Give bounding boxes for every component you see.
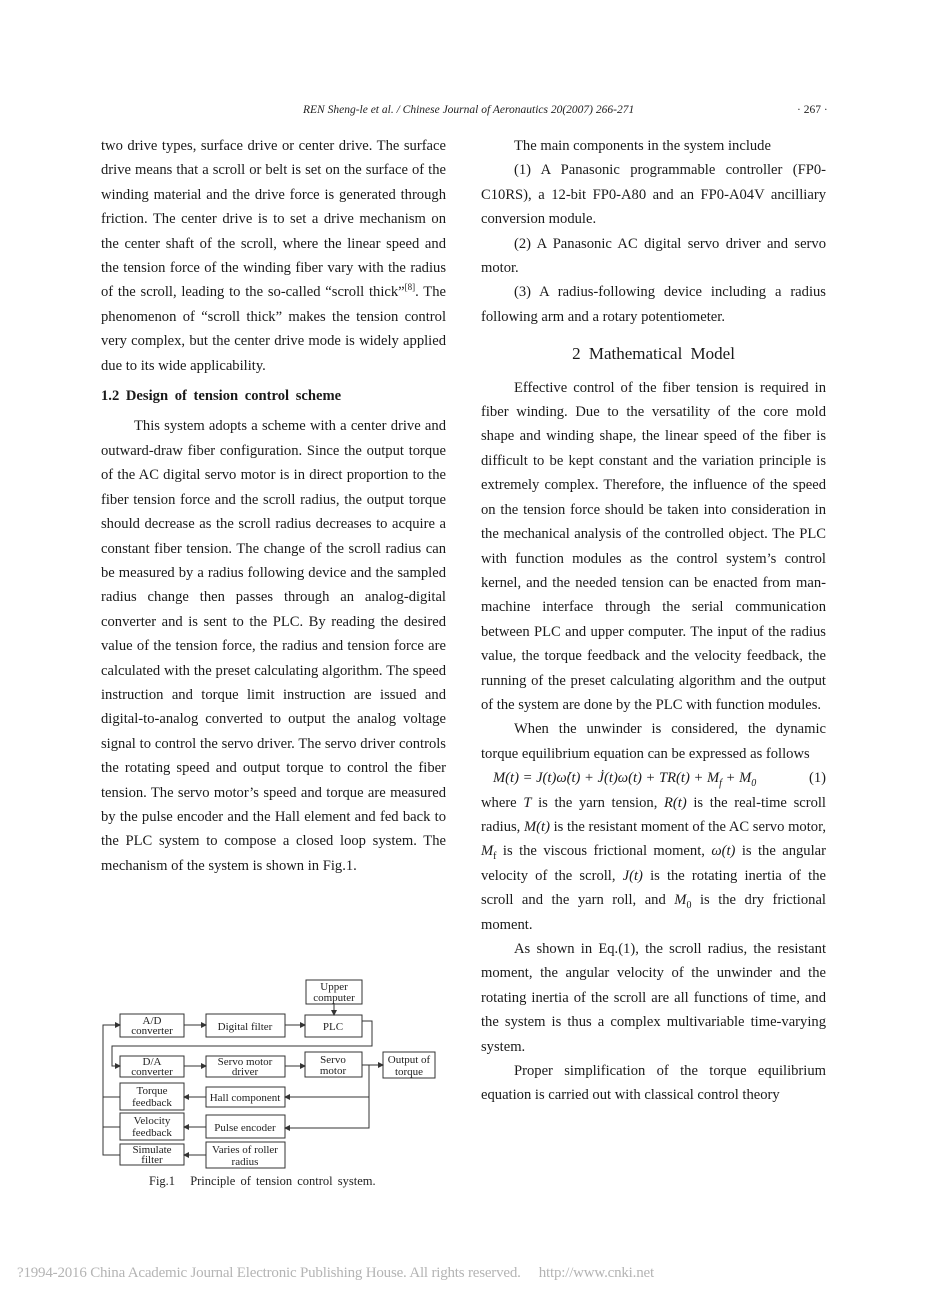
figure-caption-text: Principle of tension control system. — [190, 1174, 376, 1188]
copyright-text: ?1994-2016 China Academic Journal Electronic Publishing House. All rights reserved. — [17, 1265, 521, 1281]
svg-text:filter: filter — [141, 1154, 163, 1166]
svg-text:Varies of roller: Varies of roller — [212, 1144, 278, 1156]
paragraph — [101, 134, 446, 378]
svg-text:feedback: feedback — [132, 1097, 172, 1109]
svg-text:torque: torque — [394, 1066, 424, 1078]
svg-text:Hall component: Hall component — [209, 1092, 281, 1104]
paragraph-text: two drive types, surface drive or center drive. The surface drive means that a scroll or belt is set on the surface of the winding material and the drive force is generated through friction. The center drive is to set a drive mechanism on the center shaft of the scroll, where the linear speed and the tension force of the winding fiber vary with the radius of the scroll, leading to the so-called “scroll thick” — [101, 138, 446, 301]
citation-ref: [8] — [404, 282, 416, 293]
figure-number: Fig.1 — [149, 1174, 176, 1188]
footer-url: http://www.cnki.net — [538, 1265, 654, 1281]
list-item: (3) A radius-following device including a radius following arm and a rotary potentiometer. — [481, 284, 826, 325]
running-title: REN Sheng-le et al. / Chinese Journal of Aeronautics 20(2007) 266-271 — [303, 104, 635, 116]
svg-text:converter: converter — [131, 1025, 173, 1037]
figure-caption — [149, 1174, 376, 1189]
svg-text:Servo: Servo — [320, 1054, 346, 1066]
right-column — [481, 134, 826, 1108]
svg-text:Velocity: Velocity — [133, 1115, 171, 1127]
page-number: · 267 · — [797, 104, 828, 116]
svg-text:radius: radius — [231, 1156, 259, 1168]
figure-block-diagram — [95, 975, 445, 1205]
svg-text:Pulse encoder: Pulse encoder — [214, 1122, 276, 1134]
svg-text:Digital filter: Digital filter — [217, 1021, 273, 1033]
subsection-heading: 1.2 Design of tension control scheme — [101, 388, 342, 405]
svg-text:converter: converter — [131, 1066, 173, 1078]
svg-text:A/D: A/D — [142, 1015, 162, 1027]
block-diagram — [95, 975, 445, 1175]
equation-1 — [481, 766, 826, 790]
paragraph: where T is the yarn tension, R(t) is the real-time scroll radius, M(t) is the resistant moment of the AC servo motor, $M_f$ is the viscous frictional moment, ω(t) is the angular velocity of the scroll, J(t) is the rotating inertia of the scroll and the yarn roll, and $M_0$ is the dry frictional moment. — [481, 794, 826, 933]
svg-text:computer: computer — [313, 992, 355, 1004]
svg-text:Torque: Torque — [136, 1085, 168, 1097]
paragraph: Effective control of the fiber tension is required in fiber winding. Due to the versatility of the core mold shape and winding shape, the linear speed of the fiber is difficult to be kept constant and the variation principle is extremely complex. Therefore, the influence of the speed on the tension force should be taken into consideration in the mechanical analysis of the controlled object. The PLC with function modules as the control system’s control kernel, and the needed tension can be enacted from man-machine interface through the serial communication between PLC and upper computer. The input of the radius value, the torque feedback and the velocity feedback, the running of the preset calculating algorithm and the output of the system are done by the PLC with function modules. — [481, 379, 826, 713]
paragraph: The main components in the system include — [514, 138, 771, 154]
section-heading: 2 Mathematical Model — [572, 344, 735, 364]
equation-body: M(t) = J(t)ω̇(t) + J̇(t)ω(t) + $TR(t) + M_f + M_0$ — [493, 770, 757, 790]
paragraph: When the unwinder is considered, the dynamic torque equilibrium equation can be expressed as follows — [481, 721, 826, 762]
list-item: (1) A Panasonic programmable controller (FP0-C10RS), a 12-bit FP0-A80 and an FP0-A04V ancilliary conversion module. — [481, 162, 826, 228]
paragraph: As shown in Eq.(1), the scroll radius, the resistant moment, the angular velocity of the unwinder and the rotating inertia of the scroll are all functions of time, and the system is thus a complex multivariable time-varying system. — [481, 941, 826, 1055]
svg-text:Servo motor: Servo motor — [217, 1056, 273, 1068]
svg-text:D/A: D/A — [142, 1056, 162, 1068]
list-item: (2) A Panasonic AC digital servo driver and servo motor. — [481, 235, 826, 277]
paragraph-text: . The phenomenon of “scroll thick” makes the tension control very complex, but the center drive mode is widely applied due to its wide applicability. — [101, 284, 446, 374]
left-column — [101, 134, 446, 878]
paragraph: Proper simplification of the torque equilibrium equation is carried out with classical control theory — [481, 1063, 826, 1104]
svg-text:Output of: Output of — [387, 1054, 431, 1066]
svg-text:Upper: Upper — [320, 981, 348, 993]
svg-text:driver: driver — [231, 1066, 259, 1078]
svg-text:Simulate: Simulate — [132, 1144, 172, 1156]
equation-number: (1) — [808, 770, 826, 787]
svg-text:motor: motor — [319, 1065, 347, 1077]
paragraph: This system adopts a scheme with a center drive and outward-draw fiber configuration. Since the output torque of the AC digital servo motor is in direct proportion to the fiber tension force and the scroll radius, the output torque should decrease as the scroll radius decreases to acquire a constant fiber tension. The change of the scroll radius can be measured by a radius following device and the sampled radius change then passes through an analog-digital converter and is sent to the PLC. By reading the desired value of the tension force, the radius and tension force are calculated with the preset calculating algorithm. The speed instruction and torque limit instruction are issued and digital-to-analog converted to output the analog voltage signal to control the servo driver. The servo driver controls the rotating speed and output torque to control the fiber tension. The servo motor’s speed and torque are measured by the pulse encoder and the Hall element and fed back to the PLC system to compose a closed loop system. The mechanism of the system is shown in Fig.1. — [101, 418, 446, 874]
footer — [17, 1265, 654, 1282]
svg-text:PLC: PLC — [322, 1021, 344, 1033]
svg-text:feedback: feedback — [132, 1127, 172, 1139]
